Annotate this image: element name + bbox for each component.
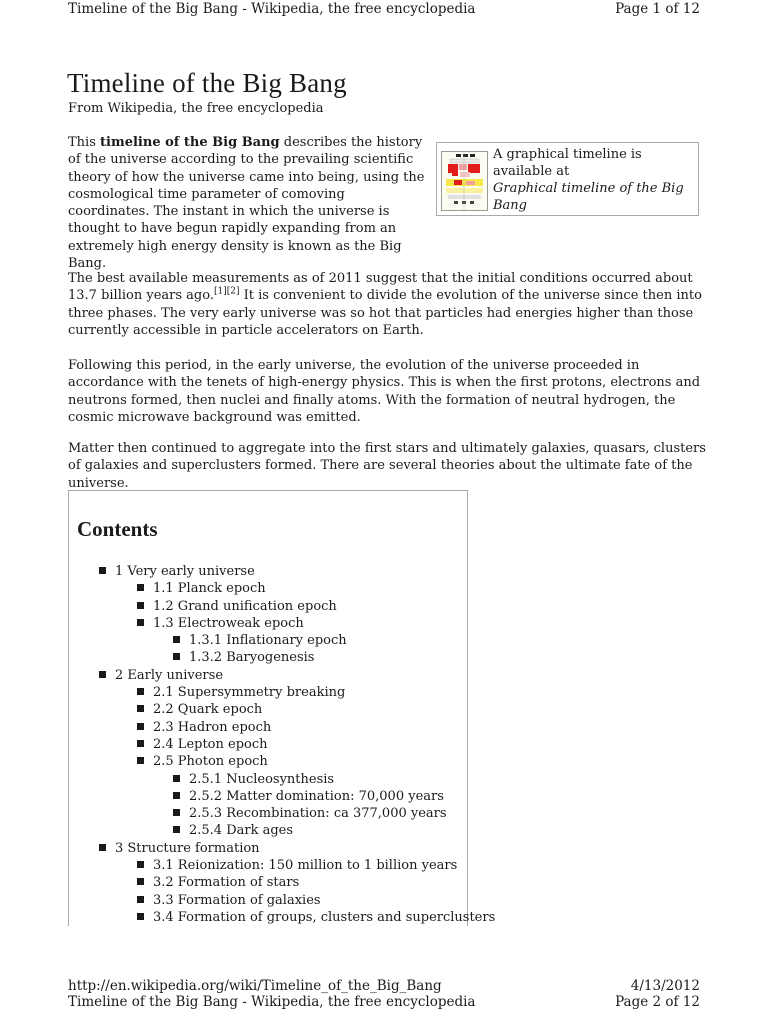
- toc-link[interactable]: 1.3.2 Baryogenesis: [189, 650, 315, 666]
- bullet-icon: [137, 619, 144, 626]
- toc-link[interactable]: 3 Structure formation: [115, 840, 260, 856]
- toc-link[interactable]: 3.2 Formation of stars: [153, 875, 300, 891]
- bullet-icon: [137, 740, 144, 747]
- print-footer-title: Timeline of the Big Bang - Wikipedia, the free encyclopedia: [68, 994, 476, 1010]
- toc-link[interactable]: 2.5.1 Nucleosynthesis: [189, 771, 335, 787]
- toc-link[interactable]: 2.5 Photon epoch: [153, 754, 268, 770]
- toc-item: [69, 909, 495, 926]
- print-header-page: Page 1 of 12: [615, 1, 700, 17]
- bullet-icon: [137, 757, 144, 764]
- toc-link[interactable]: 1.3.1 Inflationary epoch: [189, 633, 347, 649]
- toc-item: [69, 822, 495, 839]
- toc-link[interactable]: 3.3 Formation of galaxies: [153, 892, 321, 908]
- toc-item: [69, 632, 495, 649]
- toc-link[interactable]: 2.3 Hadron epoch: [153, 719, 272, 735]
- paragraph-early-universe: Following this period, in the early universe, the evolution of the universe proceeded in accordance with the tenets of high-energy physics. This is when the first protons, electrons and neutrons formed, then nuclei and finally atoms. With the formation of neutral hydrogen, the cosmic microwave background was emitted.: [68, 358, 701, 425]
- paragraph-measurements: [68, 270, 708, 339]
- toc-item: [69, 771, 495, 788]
- print-header: [68, 1, 700, 17]
- bullet-icon: [137, 896, 144, 903]
- print-footer-page: Page 2 of 12: [615, 994, 700, 1010]
- bullet-icon: [137, 602, 144, 609]
- toc-item: [69, 598, 495, 615]
- print-header-title: Timeline of the Big Bang - Wikipedia, the free encyclopedia: [68, 1, 476, 17]
- page-title: Timeline of the Big Bang: [67, 68, 347, 98]
- paragraph-structure: Matter then continued to aggregate into the first stars and ultimately galaxies, quasars, clusters of galaxies and superclusters formed. There are several theories about the ultimate fate of the universe.: [68, 441, 706, 491]
- intro-paragraph: [68, 134, 430, 272]
- bullet-icon: [173, 792, 180, 799]
- graphical-timeline-box: [436, 142, 699, 216]
- toc-item: [69, 580, 495, 597]
- toc-link[interactable]: 1.2 Grand unification epoch: [153, 598, 337, 614]
- toc-link[interactable]: 2 Early universe: [115, 667, 224, 683]
- toc-link[interactable]: 2.5.3 Recombination: ca 377,000 years: [189, 806, 447, 822]
- toc-link[interactable]: 2.5.2 Matter domination: 70,000 years: [189, 788, 444, 804]
- print-footer-2: [68, 994, 700, 1010]
- toc-item: [69, 874, 495, 891]
- bullet-icon: [137, 584, 144, 591]
- intro-pre: This: [68, 135, 101, 150]
- bullet-icon: [137, 913, 144, 920]
- toc-item: [69, 701, 495, 718]
- toc-item: [69, 667, 495, 684]
- print-footer: [68, 978, 700, 994]
- toc-item: [69, 563, 495, 580]
- toc-title: Contents: [77, 517, 158, 541]
- bullet-icon: [137, 878, 144, 885]
- page-subtitle: From Wikipedia, the free encyclopedia: [68, 101, 324, 116]
- toc-item: [69, 719, 495, 736]
- bullet-icon: [137, 723, 144, 730]
- toc-item: [69, 753, 495, 770]
- p2-pre: The best available measurements as of 2011 suggest that the initial conditions occurred about 13.7 billion years ago.: [68, 271, 693, 304]
- bullet-icon: [173, 775, 180, 782]
- intro-bold-term: timeline of the Big Bang: [100, 135, 280, 150]
- toc-link[interactable]: 1.1 Planck epoch: [153, 581, 266, 597]
- citation-refs[interactable]: [1][2]: [213, 286, 240, 297]
- print-footer-date: 4/13/2012: [630, 978, 700, 994]
- bullet-icon: [137, 688, 144, 695]
- bullet-icon: [173, 653, 180, 660]
- bullet-icon: [137, 705, 144, 712]
- timeline-thumbnail-graphic: [442, 152, 487, 210]
- graphical-timeline-link[interactable]: Graphical timeline of the Big Bang: [493, 181, 684, 213]
- bullet-icon: [99, 567, 106, 574]
- toc-item: [69, 649, 495, 666]
- toc-link[interactable]: 2.4 Lepton epoch: [153, 736, 268, 752]
- bullet-icon: [99, 844, 106, 851]
- toc-link[interactable]: 2.1 Supersymmetry breaking: [153, 685, 346, 701]
- graphical-timeline-caption: A graphical timeline is available at: [493, 147, 642, 179]
- toc-link[interactable]: 2.5.4 Dark ages: [189, 823, 294, 839]
- bullet-icon: [137, 861, 144, 868]
- toc-item: [69, 892, 495, 909]
- table-of-contents: [68, 490, 496, 926]
- bullet-icon: [173, 636, 180, 643]
- toc-list: [69, 563, 495, 926]
- toc-item: [69, 684, 495, 701]
- bullet-icon: [99, 671, 106, 678]
- graphical-timeline-text: [493, 146, 693, 214]
- print-footer-url: http://en.wikipedia.org/wiki/Timeline_of_the_Big_Bang: [68, 978, 442, 994]
- toc-item: [69, 805, 495, 822]
- toc-link[interactable]: 3.4 Formation of groups, clusters and superclusters: [153, 909, 496, 925]
- toc-link[interactable]: 1 Very early universe: [115, 564, 255, 579]
- toc-link[interactable]: 2.2 Quark epoch: [153, 702, 263, 718]
- toc-item: [69, 615, 495, 632]
- bullet-icon: [173, 809, 180, 816]
- toc-link[interactable]: 1.3 Electroweak epoch: [153, 615, 304, 631]
- toc-link[interactable]: 3.1 Reionization: 150 million to 1 billion years: [153, 858, 458, 874]
- toc-item: [69, 840, 495, 857]
- bullet-icon: [173, 826, 180, 833]
- toc-item: [69, 736, 495, 753]
- timeline-thumbnail[interactable]: [441, 151, 488, 211]
- toc-item: [69, 788, 495, 805]
- p2-post: It is convenient to divide the evolution of the universe since then into three phases. The very early universe was so hot that particles had energies higher than those currently accessible in particle accelerators on Earth.: [68, 288, 702, 338]
- intro-post: describes the history of the universe according to the prevailing scientific theory of how the universe came into being, using the cosmological time parameter of comoving coordinates. The instant in which the universe is thought to have begun rapidly expanding from an extremely high energy density is known as the Big Bang.: [68, 135, 425, 272]
- toc-item: [69, 857, 495, 874]
